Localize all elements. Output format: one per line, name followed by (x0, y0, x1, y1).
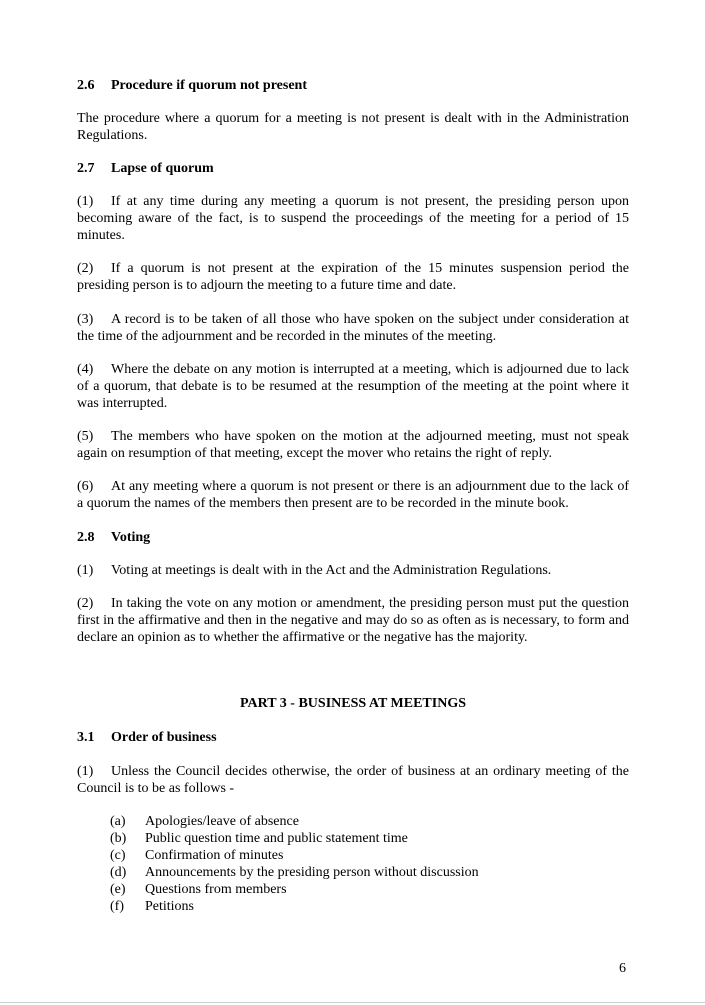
section-heading-2-8: 2.8 Voting (77, 530, 151, 545)
paragraph-2-8-2: (2) In taking the vote on any motion or amendment, the presiding person must put the question first in the affirmative and then in the negative and may do so as often as is necessary, to form and declare an opinion as to whether the affirmative or the negative has the majority. (77, 596, 629, 645)
paragraph-2-7-3: (3) A record is to be taken of all those who have spoken on the subject under consideration at the time of the adjournment and be recorded in the minutes of the meeting. (77, 312, 629, 344)
section-heading-2-6: 2.6 Procedure if quorum not present (77, 78, 307, 93)
order-of-business-list (110, 813, 479, 915)
paragraph-2-7-6: (6) At any meeting where a quorum is not present or there is an adjournment due to the lack of a quorum the names of the members then present are to be recorded in the minute book. (77, 479, 629, 511)
list-item: (e) Questions from members (110, 882, 287, 897)
page-number: 6 (619, 961, 626, 976)
paragraph-2-7-4: (4) Where the debate on any motion is interrupted at a meeting, which is adjourned due to lack of a quorum, that debate is to be resumed at the resumption of the meeting at the point where it was interrupted. (77, 362, 629, 411)
paragraph-2-7-5: (5) The members who have spoken on the motion at the adjourned meeting, must not speak again on resumption of that meeting, except the mover who retains the right of reply. (77, 429, 629, 461)
paragraph: The procedure where a quorum for a meeting is not present is dealt with in the Administration Regulations. (77, 111, 629, 143)
paragraph-2-7-2: (2) If a quorum is not present at the expiration of the 15 minutes suspension period the presiding person is to adjourn the meeting to a future time and date. (77, 261, 629, 293)
list-item: (f) Petitions (110, 899, 195, 914)
section-heading-3-1: 3.1 Order of business (77, 730, 217, 745)
list-item: (c) Confirmation of minutes (110, 848, 284, 863)
list-item: (a) Apologies/leave of absence (110, 814, 299, 829)
page-bottom-edge (0, 1002, 705, 1003)
list-item: (d) Announcements by the presiding person without discussion (110, 865, 479, 880)
paragraph-2-7-1: (1) If at any time during any meeting a quorum is not present, the presiding person upon becoming aware of the fact, is to suspend the proceedings of the meeting for a period of 15 minutes. (77, 194, 629, 243)
section-heading-2-7: 2.7 Lapse of quorum (77, 161, 214, 176)
part-heading: PART 3 - BUSINESS AT MEETINGS (239, 696, 467, 711)
list-item: (b) Public question time and public statement time (110, 831, 408, 846)
paragraph-2-8-1: (1) Voting at meetings is dealt with in the Act and the Administration Regulations. (77, 563, 552, 578)
paragraph-3-1-1: (1) Unless the Council decides otherwise, the order of business at an ordinary meeting of the Council is to be as follows - (77, 764, 629, 796)
